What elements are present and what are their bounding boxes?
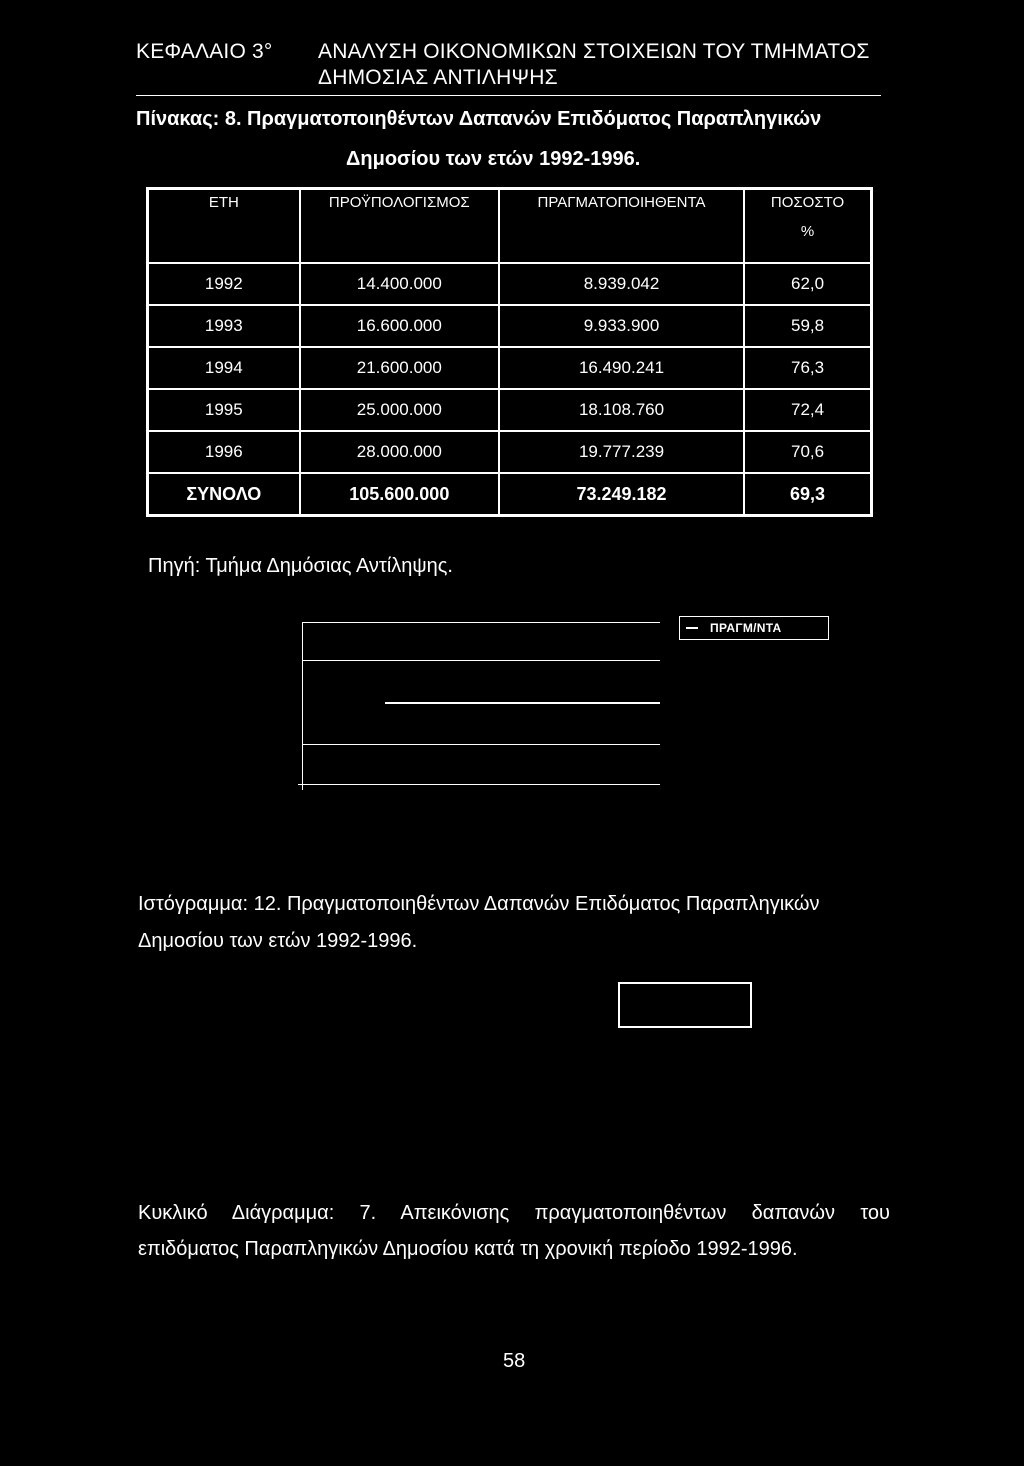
chart-y-axis [302, 622, 303, 790]
legend-label: ΠΡΑΓΜ/ΝΤΑ [710, 621, 782, 635]
cell-realized: 9.933.900 [499, 305, 744, 347]
cell-realized: 18.108.760 [499, 389, 744, 431]
table-row [148, 347, 872, 389]
cell-percent: 70,6 [744, 431, 871, 473]
cell-realized: 19.777.239 [499, 431, 744, 473]
col-header-years: ΕΤΗ [148, 189, 300, 264]
table-row [148, 389, 872, 431]
chapter-label: ΚΕΦΑΛΑΙΟ 3° [136, 40, 273, 63]
chapter-title-line2: ΔΗΜΟΣΙΑΣ ΑΝΤΙΛΗΨΗΣ [318, 66, 558, 89]
cell-total-realized: 73.249.182 [499, 473, 744, 516]
legend-swatch [686, 627, 698, 629]
col-header-realized: ΠΡΑΓΜΑΤΟΠΟΙΗΘΕΝΤΑ [499, 189, 744, 264]
pie-caption-line1: Κυκλικό Διάγραμμα: 7. Απεικόνισης πραγματοποιηθέντων δαπανών του [138, 1202, 890, 1224]
cell-total-percent: 69,3 [744, 473, 871, 516]
col-header-percent-label: ΠΟΣΟΣΤΟ [770, 194, 845, 211]
table-caption-line1: Πίνακας: 8. Πραγματοποιηθέντων Δαπανών Επιδόματος Παραπληγικών [136, 108, 822, 130]
col-header-percent [744, 189, 871, 264]
cell-percent: 72,4 [744, 389, 871, 431]
chart-gridline [302, 622, 660, 623]
chart-x-axis [298, 784, 660, 785]
table-header-row [148, 189, 872, 264]
cell-total-budget: 105.600.000 [300, 473, 499, 516]
histogram-caption-line2: Δημοσίου των ετών 1992-1996. [138, 930, 418, 952]
percent-sign: % [800, 223, 815, 240]
chart-gridline [302, 744, 660, 745]
cell-realized: 16.490.241 [499, 347, 744, 389]
chart-gridline [302, 660, 660, 661]
cell-budget: 16.600.000 [300, 305, 499, 347]
chart-series-line [385, 702, 660, 704]
histogram-caption-line1: Ιστόγραμμα: 12. Πραγματοποιηθέντων Δαπανών Επιδόματος Παραπληγικών [138, 893, 820, 915]
cell-budget: 28.000.000 [300, 431, 499, 473]
col-header-budget: ΠΡΟΫΠΟΛΟΓΙΣΜΟΣ [300, 189, 499, 264]
pie-caption-line2: επιδόματος Παραπληγικών Δημοσίου κατά τη χρονική περίοδο 1992-1996. [138, 1238, 798, 1260]
page-number: 58 [503, 1350, 526, 1372]
table-row [148, 305, 872, 347]
cell-year: 1995 [148, 389, 300, 431]
source-note: Πηγή: Τμήμα Δημόσιας Αντίληψης. [148, 555, 453, 577]
cell-total-label: ΣΥΝΟΛΟ [148, 473, 300, 516]
cell-year: 1994 [148, 347, 300, 389]
cell-year: 1993 [148, 305, 300, 347]
table-total-row [148, 473, 872, 516]
cell-year: 1992 [148, 263, 300, 305]
table-caption-line2: Δημοσίου των ετών 1992-1996. [346, 148, 641, 170]
header-rule [136, 95, 881, 96]
cell-budget: 21.600.000 [300, 347, 499, 389]
pie-chart-placeholder [618, 982, 752, 1028]
cell-percent: 59,8 [744, 305, 871, 347]
table-row [148, 431, 872, 473]
cell-percent: 76,3 [744, 347, 871, 389]
expenditure-table [146, 187, 873, 517]
cell-year: 1996 [148, 431, 300, 473]
chapter-title-line1: ΑΝΑΛΥΣΗ ΟΙΚΟΝΟΜΙΚΩΝ ΣΤΟΙΧΕΙΩΝ ΤΟΥ ΤΜΗΜΑΤΟΣ [318, 40, 870, 63]
table-row [148, 263, 872, 305]
cell-percent: 62,0 [744, 263, 871, 305]
cell-realized: 8.939.042 [499, 263, 744, 305]
chart-legend [679, 616, 829, 640]
cell-budget: 25.000.000 [300, 389, 499, 431]
cell-budget: 14.400.000 [300, 263, 499, 305]
